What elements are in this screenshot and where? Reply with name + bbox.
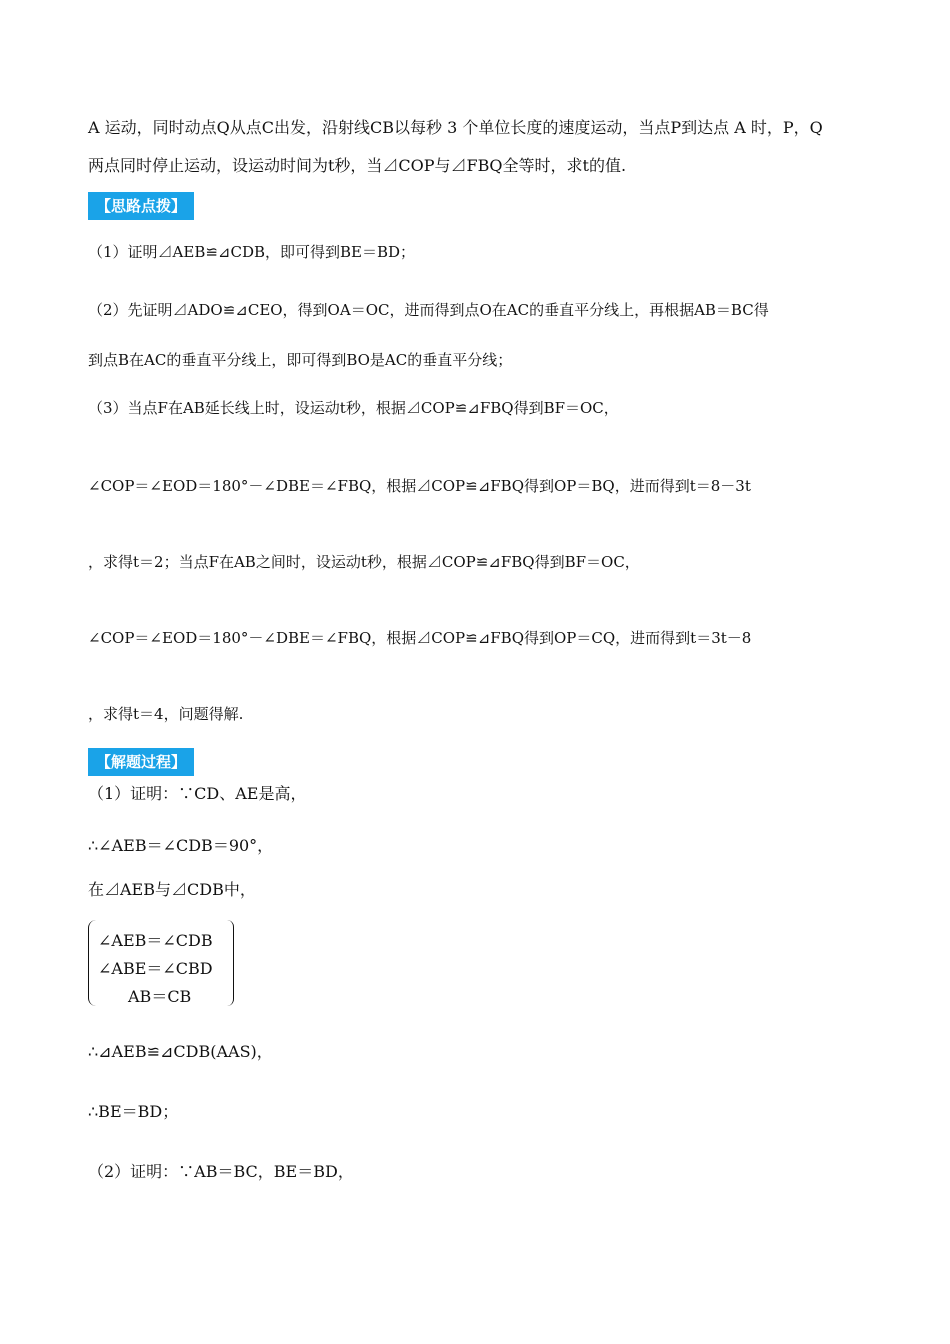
system-row-2: ∠ABE＝∠CBD — [98, 959, 213, 978]
hint-part-1: （1）证明⊿AEB≌⊿CDB，即可得到BE＝BD； — [88, 243, 416, 261]
left-brace — [88, 920, 97, 1006]
hint-part-3c: ，求得t＝2；当点F在AB之间时，设运动t秒，根据⊿COP≌⊿FBQ得到BF＝OC， — [88, 553, 640, 571]
hint-part-2a: （2）先证明⊿ADO≌⊿CEO，得到OA＝OC，进而得到点O在AC的垂直平分线上，再根据AB＝BC得 — [88, 301, 769, 319]
system-row-1: ∠AEB＝∠CDB — [98, 931, 213, 950]
problem-line-1: A 运动，同时动点Q从点C出发，沿射线CB以每秒 3 个单位长度的速度运动，当点P到达点 A 时，P，Q — [88, 118, 823, 137]
solution-line-5: ∴BE＝BD； — [88, 1102, 179, 1121]
hint-part-3e: ，求得t＝4，问题得解. — [88, 705, 244, 723]
equation-system — [88, 920, 234, 1008]
problem-line-2: 两点同时停止运动，设运动时间为t秒，当⊿COP与⊿FBQ全等时，求t的值. — [88, 156, 627, 175]
right-brace — [227, 920, 234, 1006]
system-row-3: AB＝CB — [128, 987, 192, 1006]
hint-part-2b: 到点B在AC的垂直平分线上，即可得到BO是AC的垂直平分线； — [88, 351, 513, 369]
hint-part-3a: （3）当点F在AB延长线上时，设运动t秒，根据⊿COP≌⊿FBQ得到BF＝OC， — [88, 399, 619, 417]
hint-part-3d: ∠COP＝∠EOD＝180°－∠DBE＝∠FBQ，根据⊿COP≌⊿FBQ得到OP＝CQ，进而得到t＝3t－8 — [88, 629, 752, 647]
hint-part-3b: ∠COP＝∠EOD＝180°－∠DBE＝∠FBQ，根据⊿COP≌⊿FBQ得到OP＝BQ，进而得到t＝8－3t — [88, 477, 751, 495]
solution-line-6: （2）证明：∵AB＝BC，BE＝BD， — [88, 1162, 354, 1181]
hint-badge: 【思路点拨】 — [88, 192, 194, 220]
solution-badge: 【解题过程】 — [88, 748, 194, 776]
solution-line-4: ∴⊿AEB≌⊿CDB(AAS)， — [88, 1042, 273, 1061]
solution-line-1: （1）证明：∵CD、AE是高， — [88, 784, 307, 803]
solution-line-2: ∴∠AEB＝∠CDB＝90°， — [88, 836, 274, 855]
solution-line-3: 在⊿AEB与⊿CDB中， — [88, 880, 256, 899]
